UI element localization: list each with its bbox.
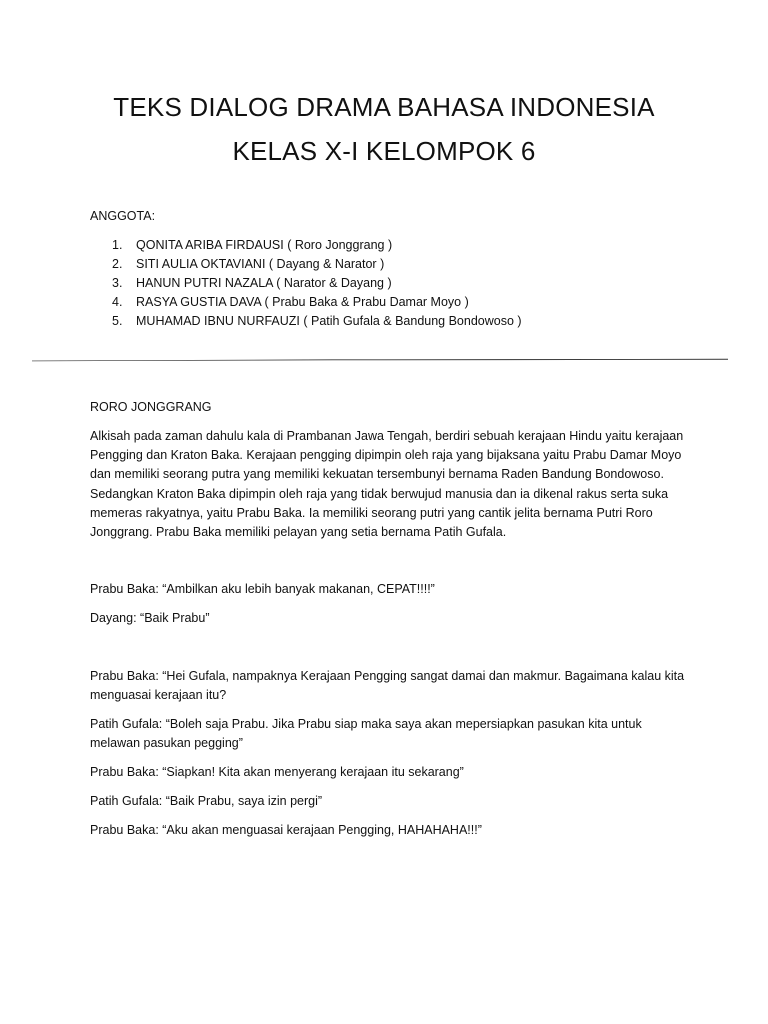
dialog-line: Patih Gufala: “Baik Prabu, saya izin pergi” [90, 794, 323, 808]
member-text: QONITA ARIBA FIRDAUSI ( Roro Jonggrang ) [136, 238, 393, 252]
members-list [112, 236, 522, 331]
member-text: SITI AULIA OKTAVIANI ( Dayang & Narator ) [136, 257, 385, 271]
dialog-line: Prabu Baka: “Ambilkan aku lebih banyak makanan, CEPAT!!!!” [90, 582, 435, 596]
dialog-line: Patih Gufala: “Boleh saja Prabu. Jika Prabu siap maka saya akan mepersiapkan pasukan kita untuk melawan pasukan pegging” [90, 717, 642, 750]
dialog-line: Prabu Baka: “Aku akan menguasai kerajaan Pengging, HAHAHAHA!!!” [90, 823, 482, 837]
document-title-line1: TEKS DIALOG DRAMA BAHASA INDONESIA [113, 92, 655, 122]
member-item [112, 274, 522, 293]
member-text: HANUN PUTRI NAZALA ( Narator & Dayang ) [136, 276, 392, 290]
intro-paragraph: Alkisah pada zaman dahulu kala di Prambanan Jawa Tengah, berdiri sebuah kerajaan Hindu yaitu kerajaan Pengging dan Kraton Baka. Kerajaan pengging dipimpin oleh raja yang bijaksana yaitu Prabu Damar Moyo dan memiliki seorang putra yang memiliki kekuatan tersembunyi bernama Raden Bandung Bondowoso. Sedangkan Kraton Baka dipimpin oleh raja yang tidak berwujud manusia dan ia dikenal rakus serta suka memeras rakyatnya, yaitu Prabu Baka. Ia memiliki seorang putri yang cantik jelita bernama Putri Roro Jonggrang. Prabu Baka memiliki pelayan yang setia bernama Patih Gufala. [90, 429, 684, 540]
dialog-line: Dayang: “Baik Prabu” [90, 611, 210, 625]
member-number: 5. [112, 314, 123, 328]
member-text: RASYA GUSTIA DAVA ( Prabu Baka & Prabu Damar Moyo ) [136, 295, 469, 309]
members-label: ANGGOTA: [90, 209, 156, 223]
member-number: 1. [112, 238, 123, 252]
document-title-line2: KELAS X-I KELOMPOK 6 [232, 136, 536, 166]
member-text: MUHAMAD IBNU NURFAUZI ( Patih Gufala & Bandung Bondowoso ) [136, 314, 522, 328]
member-item [112, 236, 522, 255]
member-number: 3. [112, 276, 123, 290]
dialog-line: Prabu Baka: “Hei Gufala, nampaknya Kerajaan Pengging sangat damai dan makmur. Bagaimana kalau kita menguasai kerajaan itu? [90, 669, 685, 702]
dialog-line: Prabu Baka: “Siapkan! Kita akan menyerang kerajaan itu sekarang” [90, 765, 464, 779]
member-item [112, 293, 522, 312]
member-item [112, 312, 522, 331]
section-title: RORO JONGGRANG [90, 400, 212, 414]
member-number: 4. [112, 295, 123, 309]
member-item [112, 255, 522, 274]
member-number: 2. [112, 257, 123, 271]
horizontal-divider [32, 358, 728, 362]
